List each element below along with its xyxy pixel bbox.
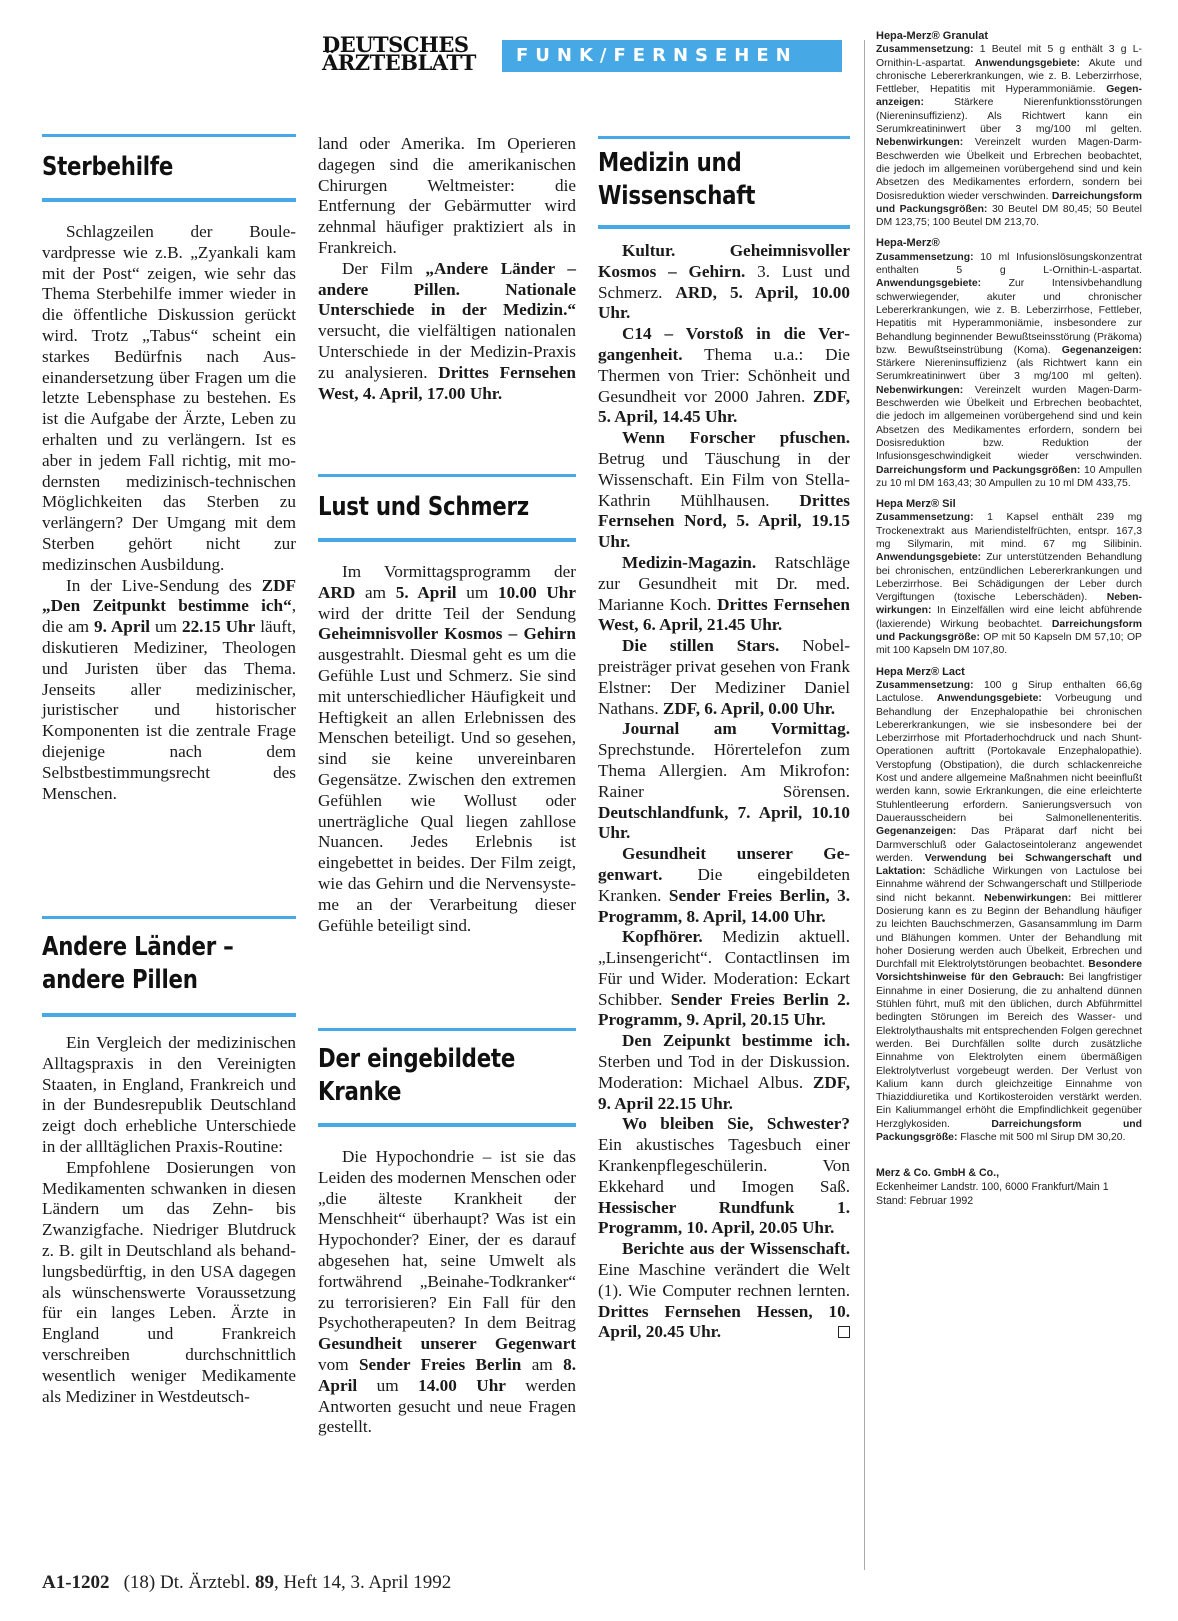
tv-listings — [598, 241, 850, 1343]
rule — [42, 916, 296, 919]
listing-entry: Die stillen Stars. Nobelpreisträger privat gesehen von Frank Elstner: Der Mediziner Daniel Nathans. ZDF, 6. April, 0.00 Uhr. — [598, 636, 850, 718]
rule — [318, 474, 576, 477]
heading-medizin-und-wissenschaft: Medizin und Wissenschaft — [598, 148, 756, 211]
rule — [318, 1028, 576, 1031]
listing-entry: C14 – Vorstoß in die Vergangenheit. Thema u.a.: Die Thermen von Trier: Schönheit und Gesundheit vor 2000 Jahren. ZDF, 5. April, 14.45 Uhr. — [598, 324, 850, 427]
heading-lust-und-schmerz: Lust und Schmerz — [318, 492, 529, 522]
column-3 — [598, 136, 850, 1343]
article-continued — [318, 134, 576, 404]
heading-andere-laender: Andere Länder – andere Pillen — [42, 932, 234, 995]
column-1 — [42, 134, 296, 804]
column-2 — [318, 134, 576, 404]
company-street: Eckenheimer Landstr. 100, 6000 Frankfurt/Main 1 — [876, 1181, 1109, 1194]
heading-eingebildete-kranke: Der eingebildete Kranke — [318, 1044, 516, 1107]
listing-entry: Wenn Forscher pfuschen. Betrug und Täuschung in der Wissenschaft. Ein Film von Stella-Kathrin Mühlhausen. Drittes Fernsehen Nord, 5. April, 19.15 Uhr. — [598, 428, 850, 552]
logo-line-1: DEUTSCHES — [322, 32, 469, 57]
column-divider — [864, 40, 865, 1570]
article-lust-und-schmerz — [318, 562, 576, 936]
product-info: Zusammensetzung: 10 ml Infusionslösungskonzentrat enthalten 5 g L-Ornithin-L-aspartat. Anwendungsgebiete: Zur Intensivbehandlung schwerwiegender, akuter und chronischer Lebererkrankungen, wie z. B. Leberzirrhose, Fettleber, Hepatitis mit Hyperammoniämie, insbesondere zur Behandlung beginnender Bewußtseinsstörung (Präkoma) bzw. Bewußtseinstrübung (Koma). Gegenanzeigen: Stärkere Niereninsuffizienz (als Richtwert kann ein Serumkreatininwert über 3 mg/100 ml gelten). Nebenwirkungen: Vereinzelt wurden Magen-Darm-Beschwerden wie Übelkeit und Erbrechen beobachtet, die jedoch im allgemeinen vorübergehend sind und kein Absetzen des Medikamentes erfordern, sondern bei Dosisreduktion bzw. Reduktion der Infusionsgeschwindigkeit wieder verschwinden. Darreichungsform und Packungsgrößen: 10 Ampullen zu 10 ml DM 163,43; 30 Ampullen zu 10 ml DM 433,75. — [876, 251, 1142, 489]
rule — [318, 538, 576, 542]
paragraph: In der Live-Sendung des ZDF „Den Zeitpunkt bestimme ich“, die am 9. April um 22.15 Uhr läuft, diskutieren Mediziner, Theologen und Juristen über das Thema. Jenseits aller medizinischer, juristischer und historischer Komponenten ist die zentrale Frage diejenige nach dem Selbstbestimmungsrecht des Menschen. — [42, 575, 297, 803]
journal-logo — [322, 32, 476, 75]
listing-entry: Kultur. Geheimnisvoller Kosmos – Gehirn. 3. Lust und Schmerz. ARD, 5. April, 10.00 Uhr. — [598, 241, 850, 323]
listing-entry: Berichte aus der Wissenschaft. Eine Maschine verändert die Welt (1). Wie Computer rechnen lernten. Drittes Fernsehen Hessen, 10. April, 20.45 Uhr. — [598, 1239, 850, 1342]
ad-date: Stand: Februar 1992 — [876, 1195, 974, 1208]
pharma-ad — [876, 30, 1142, 1208]
product-name: Hepa-Merz® Granulat — [876, 30, 989, 42]
page-footer — [42, 1572, 451, 1594]
article-eingebildete-kranke — [318, 1147, 576, 1438]
product-info: Zusammensetzung: 1 Beutel mit 5 g enthält 3 g L-Ornithin-L-aspartat. Anwendungsgebiete: Akute und chronische Lebererkrankungen, wie z. B. Leberzirrhose, Fettleber, Hepatitis mit Hyperammoniämie. Gegenanzeigen: Stärkere Nierenfunktionsstörungen (Niereninsuffizienz). Als Richtwert kann ein Serumkreatininwert über 3 mg/100 ml gelten. Nebenwirkungen: Vereinzelt wurden Magen-Darm-Beschwerden wie Übelkeit und Erbrechen beobachtet, die jedoch im allgemeinen vorübergehend sind und kein Absetzen des Medikamentes erfordern, sondern bei Dosisreduktion wieder verschwinden. Darreichungsform und Packungsgrößen: 30 Beutel DM 80,45; 50 Beutel DM 123,75; 100 Beutel DM 213,70. — [876, 44, 1142, 229]
end-mark — [838, 1326, 850, 1338]
paragraph: Im Vormittagsprogramm der ARD am 5. April um 10.00 Uhr wird der dritte Teil der Sendung Geheimnisvoller Kosmos – Gehirn ausgestrahlt. Diesmal geht es um die Gefühle Lust und Schmerz. Sie sind mit unterschiedlicher Häufigkeit und Heftigkeit an allen Erlebnissen des Menschen beteiligt. Und so gesehen, sind sie keine unvereinbaren Gegensätze. Zwischen den extremen Gefühlen wie Wollust oder unerträgliche Qual liegen zahllose Nuancen. Jedes Erlebnis ist eingebettet in beides. Der Film zeigt, wie das Gehirn und die Nervensysteme an der Verarbeitung dieser Gefühle beteiligt sind. — [318, 562, 576, 935]
paragraph: Die Hypochondrie – ist sie das Leiden des modernen Menschen oder „die älteste Krankheit der Menschheit“ überhaupt? Was ist ein Hypochonder? Einer, der es darauf abgesehen hat, seine Umwelt als fortwährend „Beinahe-Todkranker“ zu terrorisieren? Ein Fall für den Psychotherapeuten? In dem Beitrag Gesundheit unserer Gegenwart vom Sender Freies Berlin am 8. April um 14.00 Uhr werden Antworten gesucht und neue Fragen gestellt. — [318, 1147, 577, 1437]
rule — [598, 136, 850, 139]
listing-entry: Medizin-Magazin. Ratschläge zur Gesundheit mit Dr. med. Marianne Koch. Drittes Fernsehen West, 6. April, 21.45 Uhr. — [598, 552, 850, 635]
citation: (18) Dt. Ärztebl. 89, Heft 14, 3. April 1992 — [123, 1572, 452, 1593]
listing-entry: Gesundheit unserer Gegenwart. Die eingebildeten Kranken. Sender Freies Berlin, 3. Programm, 8. April, 14.00 Uhr. — [598, 844, 850, 926]
ad-text — [876, 30, 1142, 1208]
company-name: Merz & Co. GmbH & Co., — [876, 1167, 1000, 1180]
column-2-lower — [318, 1028, 576, 1438]
listing-entry: Kopfhörer. Medizin aktuell. „Linsengericht“. Contactlinsen im Für und Wider. Moderation: Eckart Schibber. Sender Freies Berlin 2. Programm, 9. April, 20.15 Uhr. — [598, 927, 850, 1030]
paragraph: land oder Amerika. Im Operieren dagegen sind die amerikanischen Chirurgen Weltmeister: die Entfernung der Gebärmutter wird zehnmal häufiger praktiziert als in Frankreich. — [318, 134, 576, 257]
product-name: Hepa-Merz® — [876, 237, 940, 250]
paragraph: Schlagzeilen der Boulevardpresse wie z.B. „Zyankali kam mit der Post“ zeigen, wie sehr das Thema Sterbehilfe immer wieder in die öffentliche Diskussion gerückt wird. Trotz „Tabus“ scheint ein starkes Bedürfnis nach Auseinandersetzung über Fragen um die letzte Lebensphase zu bestehen. Es ist die Aufgabe der Ärzte, Leben zu erhalten und zu verlängern. Ist es aber in jedem Fall richtig, mit modernsten medizinisch-technischen Möglichkeiten das Sterben zu verlängern? Der Umgang mit dem Sterben gehört nicht zur medizinschen Ausbildung. — [42, 222, 296, 574]
column-1-lower — [42, 916, 296, 1407]
rule — [42, 198, 296, 202]
section-banner: FUNK/FERNSEHEN — [502, 40, 842, 72]
rule — [42, 1013, 296, 1017]
product-name: Hepa Merz® Sil — [876, 498, 956, 511]
column-2-mid — [318, 474, 576, 936]
listing-entry: Journal am Vormittag. Sprechstunde. Hörertelefon zum Thema Allergien. Am Mikrofon: Rainer Sörensen. Deutschlandfunk, 7. April, 10.10 Uhr. — [598, 719, 850, 843]
masthead — [322, 32, 842, 76]
company-address — [876, 1166, 1142, 1208]
product-info: Zusammensetzung: 100 g Sirup enthalten 66,6g Lactulose. Anwendungsgebiete: Vorbeugung und Behandlung der Enzephalopathie bei chronischen Lebererkrankungen, wie sie insbesondere bei der Leberzirrhose mit Pfortaderhochdruck und nach Shunt-Operationen auftritt (Portokavale Enzephalopathie). Verstopfung (Obstipation), die durch schlackenreiche Kost und andere allgemeine Maßnahmen nicht beeinflußt werden kann, sowie Erkrankungen, die eine erleichterte Stuhlentleerung erfordern. Sanierungsversuch von Dauerausscheidern bei Salmonellenenteritis. Gegenanzeigen: Das Präparat darf nicht bei Darmverschluß oder Galactoseintoleranz angewendet werden. Verwendung bei Schwangerschaft und Laktation: Schädliche Wirkungen von Lactulose bei Einnahme während der Schwangerschaft und Stillperiode sind nicht bekannt. Nebenwirkungen: Bei mittlerer Dosierung kann es zu Beginn der Behandlung häufiger zu leichten Bauchschmerzen, Gasansammlung im Darm und Blähungen kommen. Unter der Behandlung mit hoher Dosierung werden auch Übelkeit, Erbrechen und Durchfall mit Elektrolytstörungen beobachtet. Besondere Vorsichtshinweise für den Gebrauch: Bei langfristiger Einnahme in einer Dosierung, die zu anhaltend dünnen Stühlen führt, muß mit den üblichen, durch Abführmittel bedingten Störungen im Bereich des Wasser- und Elektrolythaushalts mit entsprechenden Folgen gerechnet werden. Bei Durchfällen sollte durch zusätzliche Einnahme von Elektrolyten einem übermäßigen Elektrolytverlust vorgebeugt werden. Der Verlust von Kalium kann durch gleichzeitige Einnahme von Thiaziddiuretika und Kortikosteroiden verstärkt werden. Ein Kaliummangel erhöht die Empfindlichkeit gegenüber Herzglykosiden. Darreichungsform und Packungsgröße: Flasche mit 500 ml Sirup DM 30,20. — [876, 679, 1142, 1144]
article-sterbehilfe — [42, 222, 296, 804]
listing-entry: Wo bleiben Sie, Schwester? Ein akustisches Tagesbuch einer Krankenpflegeschülerin. Von Ekkehard und Imogen Saß. Hessischer Rundfunk 1. Programm, 10. April, 20.05 Uhr. — [598, 1114, 850, 1238]
heading-sterbehilfe: Sterbehilfe — [42, 152, 174, 182]
logo-line-2: ÄRZTEBLATT — [322, 50, 476, 75]
rule — [42, 134, 296, 137]
paragraph: Ein Vergleich der medizinischen Alltagspraxis in den Vereinigten Staaten, in England, Frankreich und in der Bundesrepublik Deutschland zeigt doch erhebliche Unterschiede in der allltäglichen Praxis-Routine: — [42, 1033, 296, 1156]
rule — [318, 1123, 576, 1127]
paragraph: Der Film „Andere Länder – andere Pillen. Nationale Unterschiede in der Medizin.“ versucht, die vielfältigen nationalen Unterschiede in der Medizin-Praxis zu analysieren. Drittes Fernsehen West, 4. April, 17.00 Uhr. — [318, 258, 577, 403]
article-andere-laender — [42, 1033, 296, 1407]
product-name: Hepa Merz® Lact — [876, 665, 965, 678]
page-number: A1-1202 — [42, 1572, 110, 1593]
listing-entry: Den Zeipunkt bestimme ich. Sterben und Tod in der Diskussion. Moderation: Michael Albus. ZDF, 9. April 22.15 Uhr. — [598, 1031, 850, 1113]
rule — [598, 225, 850, 229]
product-info: Zusammensetzung: 1 Kapsel enthält 239 mg Trockenextrakt aus Mariendistelfrüchten, entspr. 167,3 mg Silymarin, mit mind. 67 mg Silibinin. Anwendungsgebiete: Zur unterstützenden Behandlung bei chronischen, entzündlichen Lebererkrankungen und Leberzirrhose. Bei Schädigungen der Leber durch Vergiftungen (toxische Leberschäden). Nebenwirkungen: In Einzelfällen wird eine leicht abführende (laxierende) Wirkung beobachtet. Darreichungsform und Packungsgröße: OP mit 50 Kapseln DM 57,10; OP mit 100 Kapseln DM 107,80. — [876, 512, 1142, 657]
paragraph: Empfohlene Dosierungen von Medikamenten schwanken in diesen Ländern um das Zehn- bis Zwanzigfache. Niedriger Blutdruck z. B. gilt in Deutschland als behandlungsbedürftig, in den USA dagegen als wünschenswerte Voraussetzung für ein langes Leben. Ärzte in England und Frankreich verschreiben durchschnittlich wesentlich weniger Medikamente als Mediziner in Westdeutsch- — [42, 1157, 296, 1406]
